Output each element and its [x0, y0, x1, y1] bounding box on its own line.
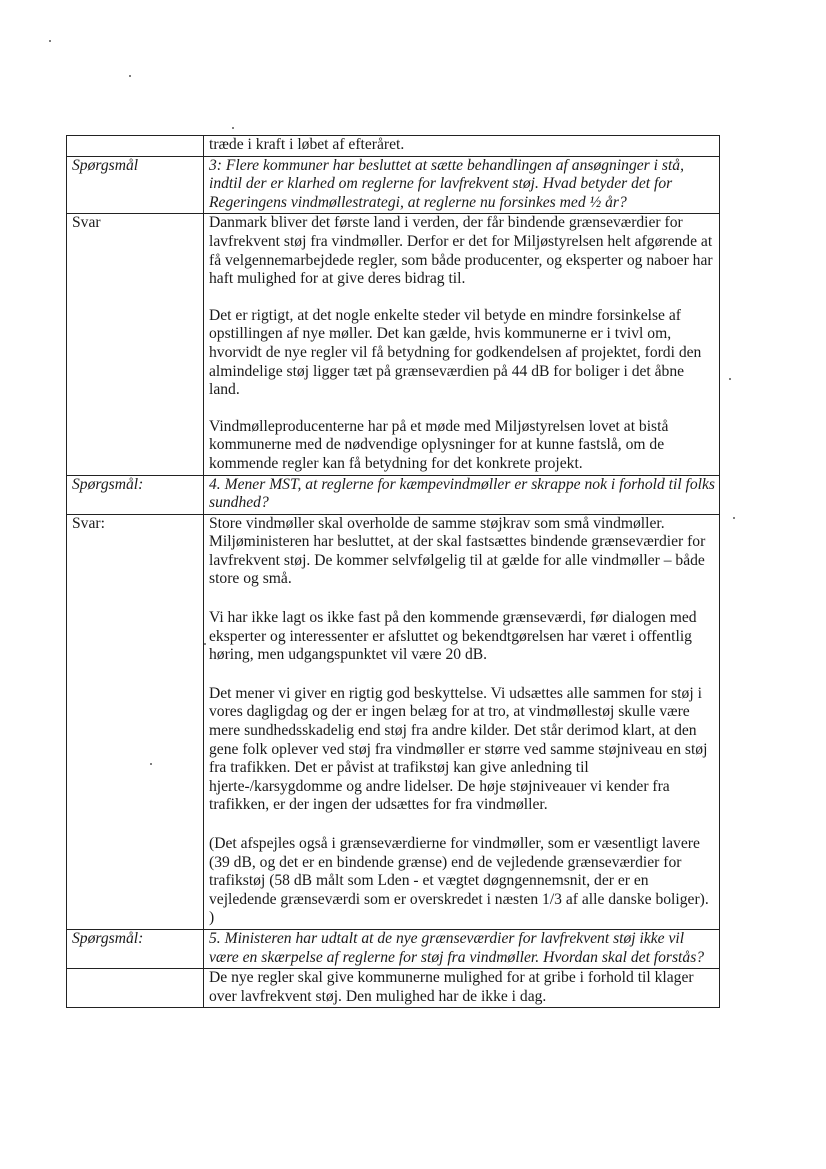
qa-table — [66, 135, 720, 1008]
question-row — [67, 156, 720, 214]
answer-label — [67, 969, 204, 1008]
answer-paragraph: Det mener vi giver en rigtig god beskyttelse. Vi udsættes alle sammen for støj i vores dagligdag og der er ingen belæg for at tro, at vindmøllestøj skulle være mere sundhedsskadelig end støj fra andre kilder. Det står derimod klart, at den gene folk oplever ved støj fra vindmøller er større ved samme støjniveau en støj fra trafikken. Det er påvist at trafikstøj kan give anledning til hjerte-/karsygdomme og andre lidelser. De høje støjniveauer vi kender fra trafikken, er der ingen der udsættes for fra vindmøller. — [209, 684, 708, 814]
question-text-cell — [204, 475, 720, 514]
answer-text-cell — [204, 969, 720, 1008]
answer-paragraph: Vindmølleproducenterne har på et møde med Miljøstyrelsen lovet at bistå kommunerne med de nødvendige oplysninger for at kunne fastslå, om de kommende regler kan få betydning for det konkrete projekt. — [209, 417, 669, 472]
answer-paragraph: Vi har ikke lagt os ikke fast på den kommende grænseværdi, før dialogen med eksperter og interessenter er afsluttet og bekendtgørelsen har været i offentlig høring, men udgangspunktet vil være 20 dB. — [209, 609, 697, 664]
question-label: Spørgsmål: — [67, 475, 204, 514]
answer-label: Svar: — [67, 514, 204, 929]
answer-text-cell — [204, 214, 720, 475]
scan-speck — [129, 75, 131, 77]
question-label: Spørgsmål: — [67, 929, 204, 968]
scan-speck — [733, 517, 735, 519]
answer-paragraph: Store vindmøller skal overholde de samme støjkrav som små vindmøller. Miljøministeren har besluttet, at der skal fastsættes bindende grænseværdier for lavfrekvent støj. De kommer selvfølgelig til at gælde for alle vindmøller – både store og små. — [209, 514, 706, 588]
answer-paragraph: (Det afspejles også i grænseværdierne for vindmøller, som er væsentligt lavere (39 dB, og det er en bindende grænse) end de vejledende grænseværdier for trafikstøj (58 dB målt som Lden - et vægtet døgngennemsnit, der er en vejledende grænseværdi som er overskredet i næsten 1/3 af alle danske boliger). ) — [209, 835, 709, 927]
question-row — [67, 929, 720, 968]
answer-text-cell — [204, 514, 720, 929]
answer-row — [67, 136, 720, 157]
qa-table-body — [67, 136, 720, 1008]
question-text: 5. Ministeren har udtalt at de nye grænseværdier for lavfrekvent støj ikke vil være en skærpelse af reglerne for støj fra vindmøller. Hvordan skal det forstås? — [209, 929, 705, 966]
scan-speck — [232, 127, 234, 129]
answer-row — [67, 514, 720, 929]
question-row — [67, 475, 720, 514]
answer-paragraph: Det er rigtigt, at det nogle enkelte steder vil betyde en mindre forsinkelse af opstillingen af nye møller. Det kan gælde, hvis kommunerne er i tvivl om, hvorvidt de nye regler vil få betydning for godkendelsen af projektet, fordi den almindelige støj ligger tæt på grænseværdien på 44 dB for boliger i det åbne land. — [209, 306, 702, 399]
answer-row — [67, 969, 720, 1008]
question-label: Spørgsmål — [67, 156, 204, 214]
answer-paragraph: Danmark bliver det første land i verden, der får bindende grænseværdier for lavfrekvent støj fra vindmøller. Derfor er det for Miljøstyrelsen helt afgørende at få velgennemarbejdede regler, som både producenter, og eksperter og naboer har haft mulighed for at give deres bidrag til. — [209, 214, 713, 288]
question-text: 4. Mener MST, at reglerne for kæmpevindmøller er skrappe nok i forhold til folks sundhed? — [209, 475, 716, 512]
answer-row — [67, 214, 720, 475]
scan-speck — [729, 378, 731, 380]
answer-label — [67, 136, 204, 157]
question-text-cell — [204, 929, 720, 968]
answer-paragraph: træde i kraft i løbet af efteråret. — [209, 136, 405, 153]
answer-text-cell — [204, 136, 720, 157]
question-text: 3: Flere kommuner har besluttet at sætte behandlingen af ansøgninger i stå, indtil der er klarhed om reglerne for lavfrekvent støj. Hvad betyder det for Regeringens vindmøllestrategi, at reglerne nu forsinkes med ½ år? — [209, 156, 684, 211]
scan-speck — [49, 40, 51, 42]
answer-paragraph: De nye regler skal give kommunerne mulighed for at gribe i forhold til klager over lavfrekvent støj. Den mulighed har de ikke i dag. — [209, 969, 694, 1005]
answer-label: Svar — [67, 214, 204, 475]
question-text-cell — [204, 156, 720, 214]
